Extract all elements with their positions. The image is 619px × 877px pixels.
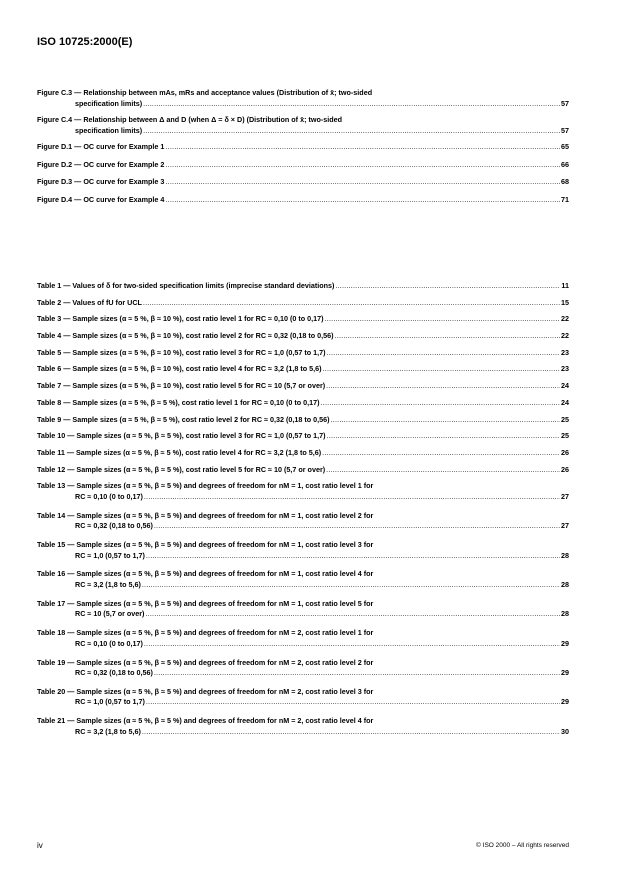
toc-entry-title-cont: specification limits) [75,98,143,108]
toc-entry-title: Figure D.4 — OC curve for Example 4 [37,194,165,204]
toc-entry-title-cont: RC ≈ 10 (5,7 or over) [75,609,145,619]
toc-entry-title: Table 10 — Sample sizes (α ≈ 5 %, β ≈ 5 %), cost ratio level 3 for RC ≈ 1,0 (0,57 to 1,7) [37,431,326,441]
leader-dots [327,431,560,442]
toc-entry-figure-d3[interactable] [37,177,569,188]
leader-dots [144,492,560,503]
toc-entry-title-cont: RC ≈ 0,10 (0 to 0,17) [75,638,143,648]
toc-entry-title: Figure D.3 — OC curve for Example 3 [37,177,165,186]
toc-entry-title: Table 7 — Sample sizes (α ≈ 5 %, β ≈ 10 %), cost ratio level 5 for RC ≈ 10 (5,7 or over) [37,381,326,391]
toc-entry-table-18[interactable] [37,628,569,649]
leader-dots [145,609,560,620]
toc-entry-title: Table 2 — Values of fU for UCL [37,297,142,307]
toc-entry-table-7[interactable] [37,381,569,392]
leader-dots [143,99,560,110]
toc-entry-table-10[interactable] [37,431,569,442]
toc-page-number: 66 [561,159,569,169]
toc-entry-title-cont: specification limits) [75,125,143,135]
toc-page-number: 24 [561,397,569,407]
toc-entry-figure-d2[interactable] [37,160,569,171]
toc-entry-title: Figure D.2 — OC curve for Example 2 [37,159,165,169]
leader-dots [325,314,560,325]
toc-page-number: 68 [561,177,569,186]
toc-page-number: 22 [561,314,569,324]
toc-entry-title: Table 21 — Sample sizes (α ≈ 5 %, β ≈ 5 %) and degrees of freedom for nM = 2, cost ratio level 4 for [37,716,374,726]
toc-entry-title: Figure C.4 — Relationship between Δ and D (when Δ = δ × D) (Distribution of x̄; two-sided [37,115,343,124]
toc-entry-title: Table 1 — Values of δ for two-sided specification limits (imprecise standard deviations) [37,281,335,290]
toc-page-number: 26 [561,447,569,457]
toc-entry-title: Table 11 — Sample sizes (α ≈ 5 %, β ≈ 5 %), cost ratio level 4 for RC ≈ 3,2 (1,8 to 5,6) [37,447,322,457]
document-id: ISO 10725:2000(E) [37,36,133,48]
toc-entry-figure-d4[interactable] [37,195,569,206]
figure-list [37,88,569,205]
leader-dots [322,448,560,459]
toc-page-number: 27 [561,491,569,501]
toc-page-number: 65 [561,142,569,151]
toc-entry-title: Table 15 — Sample sizes (α ≈ 5 %, β ≈ 5 %) and degrees of freedom for nM = 1, cost ratio level 3 for [37,540,374,550]
toc-page-number: 27 [561,521,569,531]
toc-entry-table-21[interactable] [37,716,569,737]
toc-entry-table-14[interactable] [37,511,569,532]
toc-entry-table-8[interactable] [37,398,569,409]
toc-page-number: 28 [561,609,569,619]
toc-entry-title-cont: RC ≈ 0,10 (0 to 0,17) [75,491,143,501]
toc-entry-title: Table 17 — Sample sizes (α ≈ 5 %, β ≈ 5 %) and degrees of freedom for nM = 1, cost ratio level 5 for [37,598,374,608]
toc-entry-title: Table 14 — Sample sizes (α ≈ 5 %, β ≈ 5 %) and degrees of freedom for nM = 1, cost ratio level 2 for [37,510,374,520]
leader-dots [323,364,560,375]
toc-entry-title: Table 3 — Sample sizes (α ≈ 5 %, β ≈ 10 %), cost ratio level 1 for RC ≈ 0,10 (0 to 0,17) [37,314,324,324]
toc-entry-table-6[interactable] [37,364,569,375]
leader-dots [165,160,560,171]
toc-entry-title: Table 5 — Sample sizes (α ≈ 5 %, β ≈ 10 %), cost ratio level 3 for RC ≈ 1,0 (0,57 to 1,7) [37,347,326,357]
toc-entry-title: Table 20 — Sample sizes (α ≈ 5 %, β ≈ 5 %) and degrees of freedom for nM = 2, cost ratio level 3 for [37,686,374,696]
leader-dots [142,580,560,591]
toc-page-number: 26 [561,464,569,474]
leader-dots [165,142,560,153]
toc-page-number: 15 [561,297,569,307]
toc-entry-table-5[interactable] [37,348,569,359]
toc-page-number: 23 [561,347,569,357]
leader-dots [154,668,560,679]
toc-entry-title-cont: RC ≈ 1,0 (0,57 to 1,7) [75,550,145,560]
toc-entry-title-cont: RC ≈ 1,0 (0,57 to 1,7) [75,697,145,707]
leader-dots [165,195,560,206]
toc-page-number: 29 [561,668,569,678]
toc-entry-title: Table 19 — Sample sizes (α ≈ 5 %, β ≈ 5 %) and degrees of freedom for nM = 2, cost ratio level 2 for [37,657,374,667]
leader-dots [326,465,560,476]
toc-entry-title: Table 12 — Sample sizes (α ≈ 5 %, β ≈ 5 %), cost ratio level 5 for RC ≈ 10 (5,7 or over) [37,464,326,474]
leader-dots [146,551,560,562]
toc-entry-table-9[interactable] [37,415,569,426]
toc-entry-title-cont: RC ≈ 0,32 (0,18 to 0,56) [75,668,153,678]
toc-page-number: 30 [561,726,569,736]
toc-entry-title-cont: RC ≈ 0,32 (0,18 to 0,56) [75,521,153,531]
leader-dots [327,348,560,359]
leader-dots [142,727,560,738]
leader-dots [335,331,560,342]
toc-entry-table-11[interactable] [37,448,569,459]
toc-entry-table-15[interactable] [37,540,569,561]
toc-entry-title: Figure D.1 — OC curve for Example 1 [37,142,165,151]
leader-dots [326,381,560,392]
leader-dots [144,639,560,650]
toc-page-number: 57 [561,125,569,135]
toc-page-number: 57 [561,98,569,108]
toc-entry-title-cont: RC ≈ 3,2 (1,8 to 5,6) [75,726,141,736]
leader-dots [335,281,560,292]
toc-entry-table-3[interactable] [37,314,569,325]
toc-entry-table-19[interactable] [37,658,569,679]
toc-entry-table-20[interactable] [37,687,569,708]
toc-entry-title: Table 13 — Sample sizes (α ≈ 5 %, β ≈ 5 %) and degrees of freedom for nM = 1, cost ratio level 1 for [37,481,374,491]
toc-entry-title-cont: RC ≈ 3,2 (1,8 to 5,6) [75,579,141,589]
toc-entry-figure-d1[interactable] [37,142,569,153]
table-list [37,281,569,737]
toc-entry-figure-c4[interactable] [37,115,569,136]
toc-page-number: 29 [561,638,569,648]
toc-page-number: 23 [561,364,569,374]
toc-page-number: 11 [561,281,569,290]
toc-entry-figure-c3[interactable] [37,88,569,109]
toc-entry-table-1[interactable] [37,281,569,292]
toc-entry-title: Table 6 — Sample sizes (α ≈ 5 %, β ≈ 10 %), cost ratio level 4 for RC ≈ 3,2 (1,8 to 5,6) [37,364,322,374]
toc-entry-table-17[interactable] [37,599,569,620]
toc-entry-title: Table 8 — Sample sizes (α ≈ 5 %, β ≈ 5 %), cost ratio level 1 for RC ≈ 0,10 (0 to 0,17) [37,397,320,407]
leader-dots [321,398,560,409]
toc-page-number: 71 [561,194,569,204]
leader-dots [165,177,560,188]
toc-entry-table-12[interactable] [37,465,569,476]
toc-entry-title: Figure C.3 — Relationship between mAs, mRs and acceptance values (Distribution of x̄; two-sided [37,88,373,97]
toc-page-number: 22 [561,331,569,341]
toc-page-number: 28 [561,550,569,560]
toc-entry-table-13[interactable] [37,481,569,502]
toc-entry-table-4[interactable] [37,331,569,342]
leader-dots [154,521,560,532]
toc-entry-title: Table 9 — Sample sizes (α ≈ 5 %, β ≈ 5 %), cost ratio level 2 for RC ≈ 0,32 (0,18 to 0,56) [37,414,330,424]
toc-entry-title: Table 16 — Sample sizes (α ≈ 5 %, β ≈ 5 %) and degrees of freedom for nM = 1, cost ratio level 4 for [37,569,374,579]
page-number: iv [37,841,43,850]
copyright-notice: © ISO 2000 – All rights reserved [476,842,569,849]
toc-entry-title: Table 18 — Sample sizes (α ≈ 5 %, β ≈ 5 %) and degrees of freedom for nM = 2, cost ratio level 1 for [37,628,374,638]
toc-entry-table-2[interactable] [37,298,569,309]
toc-entry-table-16[interactable] [37,569,569,590]
toc-page-number: 28 [561,579,569,589]
toc-page-number: 25 [561,414,569,424]
toc-page-number: 29 [561,697,569,707]
leader-dots [143,126,560,137]
leader-dots [146,697,560,708]
leader-dots [331,415,560,426]
toc-page-number: 25 [561,431,569,441]
toc-entry-title: Table 4 — Sample sizes (α ≈ 5 %, β ≈ 10 %), cost ratio level 2 for RC ≈ 0,32 (0,18 to 0,56) [37,331,334,341]
leader-dots [143,298,560,309]
toc-page-number: 24 [561,381,569,391]
